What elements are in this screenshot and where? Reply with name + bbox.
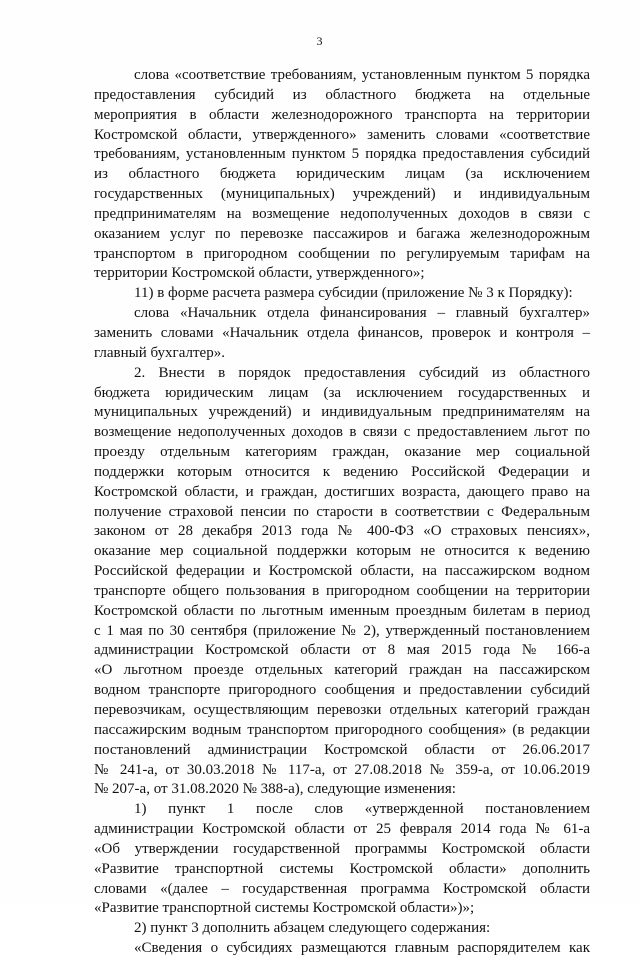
- text-line: администрации Костромской области от 25 февраля 2014 года № 61-а: [94, 821, 590, 838]
- text-line: бюджета юридическим лицам (за исключением государственных и: [94, 384, 590, 401]
- text-line: 2. Внести в порядок предоставления субсидий из областного: [134, 364, 590, 381]
- text-line: транспорте общего пользования в пригородном сообщении на территории: [94, 582, 590, 599]
- text-line: заменить словами «Начальник отдела финансов, проверок и контроля –: [94, 324, 590, 341]
- text-line: предпринимателям на возмещение недополученных доходов в связи с: [94, 205, 590, 222]
- page-number: 3: [316, 34, 323, 48]
- text-line: из областного бюджета юридическим лицам (за исключением: [94, 166, 590, 183]
- document-body: [94, 66, 590, 959]
- text-line: главный бухгалтер».: [94, 344, 225, 361]
- text-line: законом от 28 декабря 2013 года № 400-ФЗ «О страховых пенсиях»,: [94, 523, 590, 540]
- text-line: с 1 мая по 30 сентября (приложение № 2), утвержденный постановлением: [94, 622, 590, 639]
- text-line: Костромской области, и граждан, достигших возраста, дающего право на: [94, 483, 590, 500]
- text-line: транспортом в пригородном сообщении по регулируемым тарифам на: [94, 245, 590, 262]
- text-line: «О льготном проезде отдельных категорий граждан на пассажирском: [94, 662, 590, 679]
- text-line: Костромской области, утвержденного» заменить словами «соответствие: [94, 126, 590, 143]
- text-line: слова «соответствие требованиям, установленным пунктом 5 порядка: [134, 67, 590, 83]
- text-line: № 241-а, от 30.03.2018 № 117-а, от 27.08.2018 № 359-а, от 10.06.2019: [94, 761, 590, 778]
- text-line: 11) в форме расчета размера субсидии (приложение № 3 к Порядку):: [134, 285, 573, 302]
- text-line: предоставления субсидий из областного бюджета на отдельные: [94, 86, 590, 103]
- text-line: постановлений администрации Костромской области от 26.06.2017: [94, 741, 590, 758]
- text-line: Костромской области по льготным именным проездным билетам в период: [94, 602, 590, 619]
- text-line: возмещение недополученных доходов в связи с предоставлением льгот по: [94, 424, 590, 441]
- text-line: получение страховой пенсии по старости в соответствии с Федеральным: [94, 503, 590, 520]
- text-line: территории Костромской области, утвержденного»;: [94, 265, 425, 282]
- text-line: 2) пункт 3 дополнить абзацем следующего содержания:: [134, 920, 491, 937]
- text-line: пассажирским водным транспортом пригородного сообщения» (в редакции: [94, 721, 590, 738]
- text-line: администрации Костромской области от 8 мая 2015 года № 166-а: [94, 642, 590, 659]
- text-line: муниципальных учреждений) и индивидуальным предпринимателям на: [94, 404, 590, 421]
- text-line: № 207-а, от 31.08.2020 № 388-а), следующие изменения:: [94, 781, 456, 798]
- text-line: требованиям, установленным пунктом 5 порядка предоставления субсидий: [94, 146, 590, 163]
- text-line: Российской федерации и Костромской области, на пассажирском водном: [94, 563, 590, 580]
- text-line: перевозчикам, осуществляющим перевозки отдельных категорий граждан: [94, 702, 590, 718]
- text-line: «Сведения о субсидиях размещаются главным распорядителем как: [134, 940, 590, 957]
- text-line: словами «(далее – государственная программа Костромской области: [94, 880, 590, 897]
- text-line: мероприятия в области железнодорожного транспорта на территории: [94, 106, 590, 123]
- text-line: 1) пункт 1 после слов «утвержденной постановлением: [134, 801, 590, 818]
- text-line: «Развитие транспортной системы Костромской области» дополнить: [94, 860, 590, 877]
- text-line: водном транспорте пригородного сообщения и предоставлении субсидий: [94, 682, 590, 699]
- text-line: «Развитие транспортной системы Костромской области»)»;: [94, 900, 475, 917]
- text-line: «Об утверждении государственной программы Костромской области: [94, 840, 590, 857]
- text-line: проезду отдельным категориям граждан, оказание мер социальной: [94, 444, 590, 461]
- text-line: оказание мер социальной поддержки которым не относится к ведению: [94, 543, 590, 560]
- text-line: государственных (муниципальных) учреждений) и индивидуальным: [94, 186, 590, 203]
- text-line: слова «Начальник отдела финансирования – главный бухгалтер»: [134, 305, 590, 322]
- text-line: оказанием услуг по перевозке пассажиров и багажа железнодорожным: [94, 225, 590, 242]
- text-line: поддержки которым относится к ведению Российской Федерации и: [94, 463, 590, 480]
